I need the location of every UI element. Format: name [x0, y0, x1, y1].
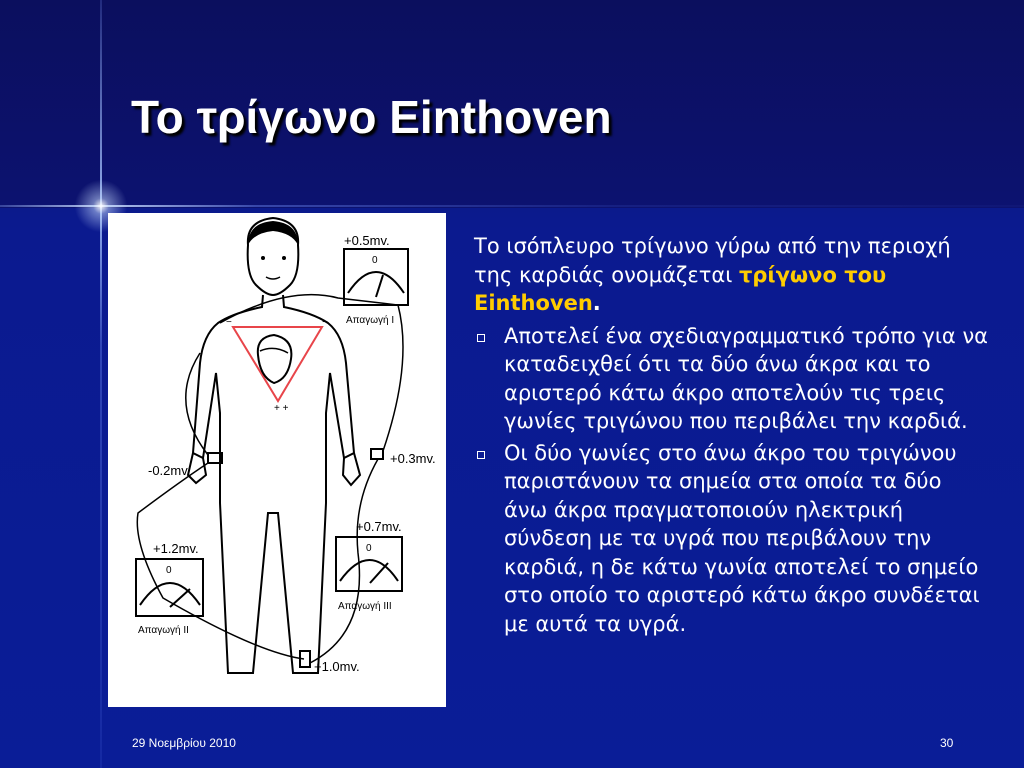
meter-lead-1: [344, 233, 408, 326]
footer-date: 29 Νοεμβρίου 2010: [132, 736, 236, 750]
decorative-horizontal-line: [0, 205, 1024, 207]
meter-2-value: +1.2mv.: [153, 541, 199, 556]
slide-title: Το τρίγωνο Einthoven: [131, 91, 612, 143]
left-wrist-electrode: [371, 449, 383, 459]
meter-2-needle: [170, 589, 190, 607]
meter-1-label: Απαγωγή I: [346, 315, 395, 326]
meter-3-value: +0.7mv.: [356, 519, 402, 534]
triangle-sign-1: −: [226, 317, 232, 328]
intro-end: .: [592, 291, 601, 315]
bullet-list: [474, 322, 994, 639]
meter-3-zero: 0: [366, 543, 372, 554]
body-outline: [193, 295, 354, 673]
bullet-item: [474, 439, 990, 639]
meter-1-value: +0.5mv.: [344, 233, 390, 248]
right-eye: [282, 256, 286, 260]
triangle-sign-3: + +: [274, 403, 289, 414]
einthoven-figure-svg: [108, 213, 446, 707]
intro-highlight: τρίγωνο του Einthoven: [474, 262, 887, 315]
meter-3-dial: [340, 560, 398, 581]
bullet-text: Οι δύο γωνίες στο άνω άκρο του τριγώνου παριστάνουν τα σημεία στα οποία τα δύο άνω άκρα πραγματοποιούν ηλεκτρική σύνδεση με τα υγρά που περιβάλουν την καρδιά, η δε κάτω γωνία αποτελεί το σημείο στο οποίο το αριστερό κάτω άκρο συνδέεται με αυτά τα υγρά.: [504, 440, 980, 636]
meter-2-label: Απαγωγή II: [138, 625, 189, 636]
meter-3-needle: [370, 563, 388, 583]
meter-2-zero: 0: [166, 565, 172, 576]
slide-content: [474, 232, 994, 641]
intro-text: Το ισόπλευρο τρίγωνο γύρω από την περιοχή της καρδιάς ονομάζεται: [474, 234, 951, 287]
intro-paragraph: [474, 232, 984, 318]
meter-lead-3: [336, 519, 402, 612]
einthoven-diagram: [108, 213, 446, 707]
page-number: 30: [940, 736, 954, 750]
meter-1-needle: [376, 275, 383, 297]
einthoven-triangle: [233, 327, 322, 401]
leg-value: +1.0mv.: [314, 659, 360, 674]
left-arm-value: -0.2mv.: [148, 463, 191, 478]
meter-1-zero: 0: [372, 255, 378, 266]
right-arm-value: +0.3mv.: [390, 451, 436, 466]
heart-detail: [260, 348, 288, 353]
bullet-square-icon: [477, 334, 485, 342]
bullet-text: Αποτελεί ένα σχεδιαγραμματικό τρόπο για να καταδειχθεί ότι τα δύο άνω άκρα και το αριστερό κάτω άκρο αποτελούν τις τρεις γωνίες τριγώνου που περιβάλει την καρδιά.: [504, 323, 989, 433]
meter-1-dial: [348, 272, 404, 293]
meter-3-label: Απαγωγή III: [338, 601, 392, 612]
left-eye: [261, 256, 265, 260]
mouth: [266, 277, 280, 279]
triangle-sign-2: −: [322, 317, 328, 328]
bullet-square-icon: [477, 451, 485, 459]
meter-lead-2: [136, 541, 203, 636]
decorative-vertical-line: [100, 0, 102, 768]
bullet-item: [474, 322, 990, 436]
